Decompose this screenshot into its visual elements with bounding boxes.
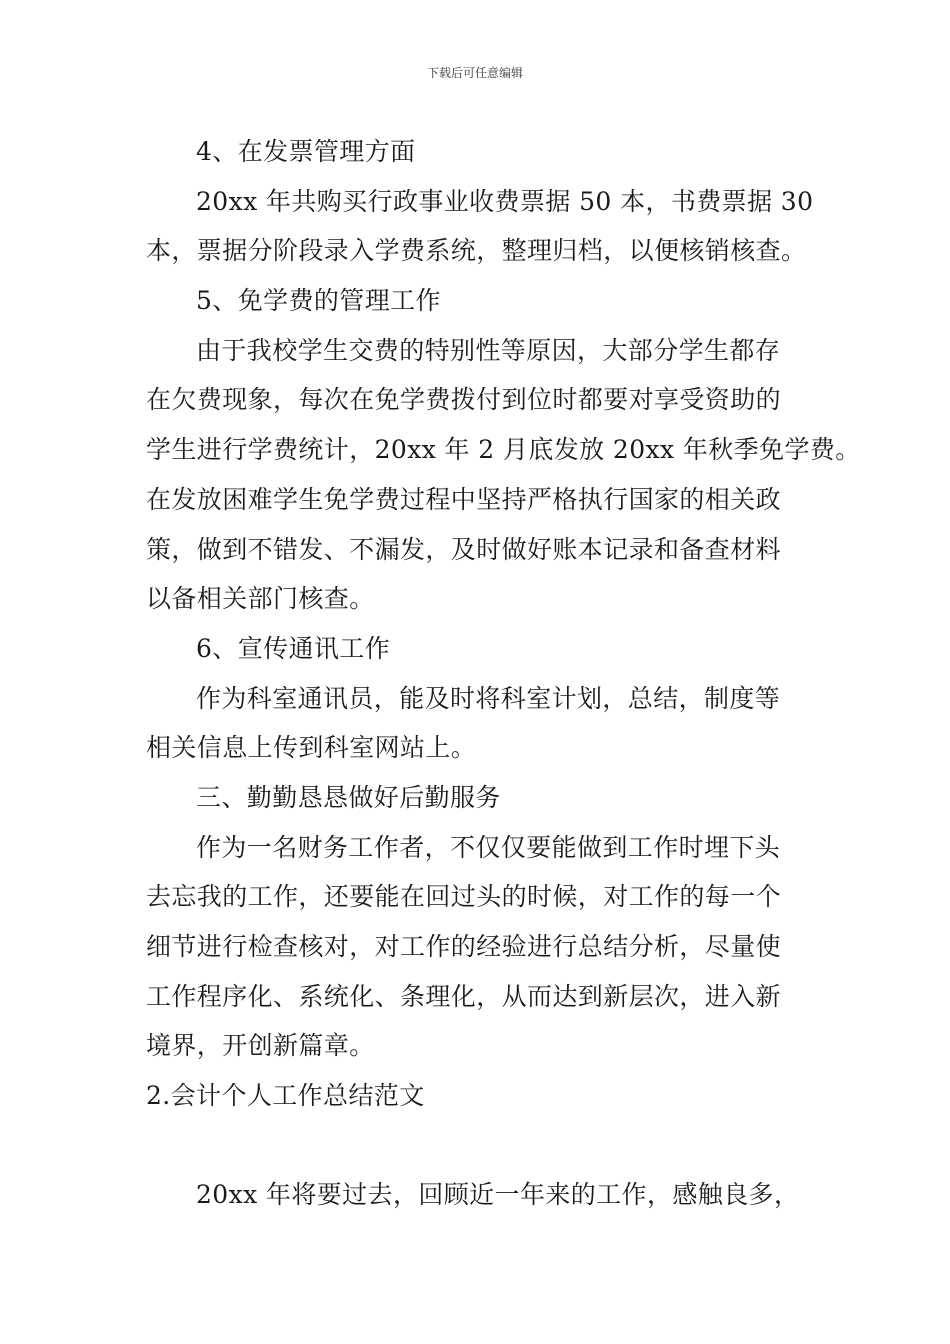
article-title: 2.会计个人工作总结范文 bbox=[146, 1081, 425, 1111]
paragraph-line: 工作程序化、系统化、条理化，从而达到新层次，进入新 bbox=[146, 981, 782, 1011]
page-header-note: 下载后可任意编辑 bbox=[426, 66, 523, 80]
paragraph-line: 去忘我的工作，还要能在回过头的时候，对工作的每一个 bbox=[146, 882, 782, 912]
paragraph-line: 在欠费现象，每次在免学费拨付到位时都要对享受资助的 bbox=[146, 385, 782, 415]
paragraph-line: 以备相关部门核查。 bbox=[146, 584, 375, 614]
section-heading-invoice: 4、在发票管理方面 bbox=[196, 137, 416, 166]
section-heading-publicity: 6、宣传通讯工作 bbox=[196, 633, 391, 663]
document-body bbox=[146, 127, 861, 1220]
paragraph-line: 境界，开创新篇章。 bbox=[146, 1031, 375, 1061]
paragraph-line: 作为科室通讯员，能及时将科室计划，总结，制度等 bbox=[196, 683, 781, 713]
paragraph-line: 相关信息上传到科室网站上。 bbox=[146, 733, 477, 763]
paragraph-line: 作为一名财务工作者，不仅仅要能做到工作时埋下头 bbox=[196, 832, 781, 862]
paragraph-line: 在发放困难学生免学费过程中坚持严格执行国家的相关政 bbox=[146, 484, 782, 514]
paragraph-line: 细节进行检查核对，对工作的经验进行总结分析，尽量使 bbox=[146, 932, 782, 961]
paragraph-line: 20xx 年将要过去，回顾近一年来的工作，感触良多， bbox=[196, 1180, 800, 1210]
paragraph-line: 策，做到不错发、不漏发，及时做好账本记录和备查材料 bbox=[146, 534, 782, 564]
section-heading-logistics: 三、勤勤恳恳做好后勤服务 bbox=[196, 782, 501, 812]
paragraph-line: 20xx 年共购买行政事业收费票据 50 本，书费票据 30 bbox=[196, 186, 814, 216]
blank-line bbox=[146, 1121, 816, 1171]
paragraph-line: 由于我校学生交费的特别性等原因，大部分学生都存 bbox=[196, 335, 781, 365]
paragraph-line: 本，票据分阶段录入学费系统，整理归档，以便核销核查。 bbox=[146, 236, 807, 266]
paragraph-line: 学生进行学费统计，20xx 年 2 月底发放 20xx 年秋季免学费。 bbox=[146, 435, 861, 465]
section-heading-tuition-waiver: 5、免学费的管理工作 bbox=[196, 286, 441, 316]
